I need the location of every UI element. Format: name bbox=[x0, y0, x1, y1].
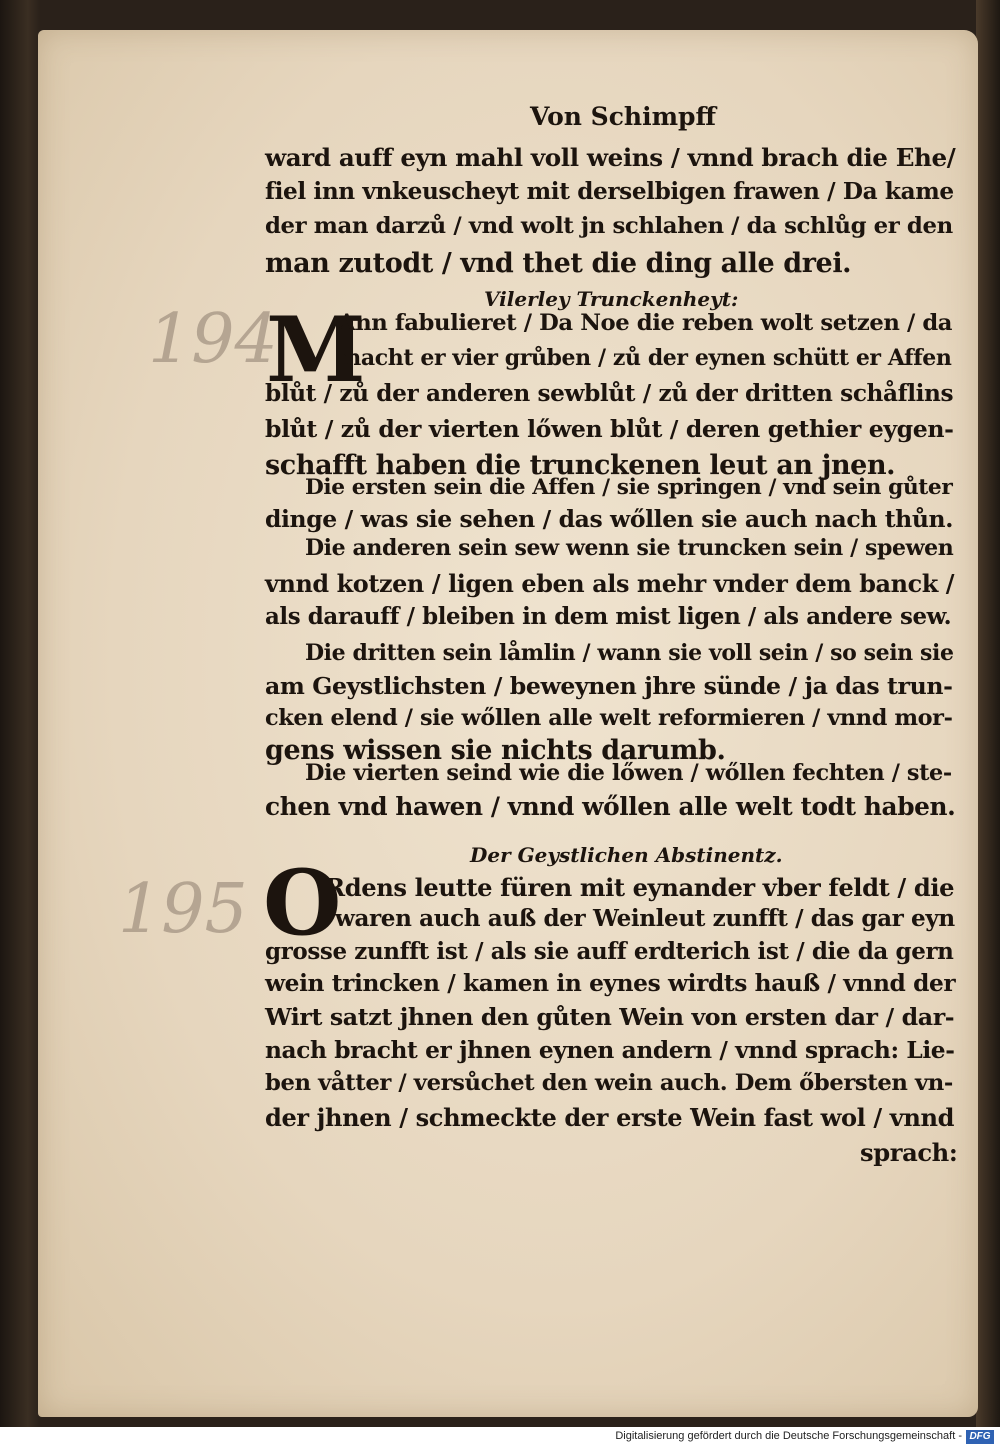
text-line: cken elend / sie wőllen alle welt reformieren / vnnd mor- bbox=[265, 705, 953, 731]
text-line: nach bracht er jhnen eynen andern / vnnd sprach: Lie- bbox=[265, 1037, 955, 1064]
text-line: waren auch auß der Weinleut zunfft / das gar eyn bbox=[335, 905, 955, 932]
text-line: macht er vier grůben / zů der eynen schütt er Affen bbox=[338, 345, 952, 371]
text-line: grosse zunfft ist / als sie auff erdterich ist / die da gern bbox=[265, 938, 954, 965]
margin-note-194: 194 bbox=[148, 300, 278, 379]
text-line: ben våtter / versůchet den wein auch. Dem őbersten vn- bbox=[265, 1070, 953, 1096]
text-line: am Geystlichsten / beweynen jhre sünde / ja das trun- bbox=[265, 672, 953, 700]
text-line: blůt / zů der anderen sewblůt / zů der dritten schåflins bbox=[265, 380, 954, 407]
text-line: ward auff eyn mahl voll weins / vnnd brach die Ehe/ bbox=[265, 143, 956, 172]
text-line: der man darzů / vnd wolt jn schlahen / da schlůg er den bbox=[265, 213, 953, 239]
catchword: sprach: bbox=[860, 1138, 958, 1167]
text-line: wein trincken / kamen in eynes wirdts hauß / vnnd der bbox=[265, 970, 956, 997]
page-right-edge bbox=[976, 0, 1000, 1427]
text-line: Die dritten sein låmlin / wann sie voll sein / so sein sie bbox=[305, 640, 954, 666]
text-line: Die ersten sein die Affen / sie springen / vnd sein gůter bbox=[305, 475, 953, 500]
dfg-logo: DFG bbox=[966, 1430, 994, 1444]
section-heading: Der Geystlichen Abstinentz. bbox=[470, 843, 783, 867]
section-heading: Vilerley Trunckenheyt: bbox=[484, 287, 739, 311]
text-line: man zutodt / vnd thet die ding alle drei. bbox=[265, 248, 852, 279]
text-line: gens wissen sie nichts darumb. bbox=[265, 735, 726, 766]
text-line: schafft haben die trunckenen leut an jnen. bbox=[265, 450, 896, 481]
text-line: Die anderen sein sew wenn sie truncken sein / spewen bbox=[305, 535, 954, 561]
drop-initial: M bbox=[266, 297, 366, 403]
text-line: Rdens leutte füren mit eynander vber feldt / die bbox=[325, 873, 955, 902]
text-line: chen vnd hawen / vnnd wőllen alle welt todt haben. bbox=[265, 792, 956, 821]
text-line: blůt / zů der vierten lőwen blůt / deren gethier eygen- bbox=[265, 415, 954, 443]
drop-initial: O bbox=[263, 850, 342, 956]
text-line: dinge / was sie sehen / das wőllen sie auch nach thůn. bbox=[265, 505, 953, 533]
text-line: Ann fabulieret / Da Noe die reben wolt setzen / da bbox=[338, 310, 953, 336]
running-head: Von Schimpff bbox=[530, 102, 717, 131]
margin-note-195: 195 bbox=[118, 870, 248, 949]
text-line: vnnd kotzen / ligen eben als mehr vnder dem banck / bbox=[265, 570, 955, 598]
binding-edge bbox=[0, 0, 40, 1427]
text-line: der jhnen / schmeckte der erste Wein fast wol / vnnd bbox=[265, 1103, 955, 1132]
footer-credit: Digitalisierung gefördert durch die Deutsche Forschungsgemeinschaft - bbox=[615, 1430, 962, 1442]
text-line: fiel inn vnkeuscheyt mit derselbigen frawen / Da kame bbox=[265, 178, 954, 205]
text-line: als darauff / bleiben in dem mist ligen / als andere sew. bbox=[265, 603, 952, 630]
text-line: Die vierten seind wie die lőwen / wőllen fechten / ste- bbox=[305, 760, 952, 786]
text-line: Wirt satzt jhnen den gůten Wein von ersten dar / dar- bbox=[265, 1003, 955, 1031]
